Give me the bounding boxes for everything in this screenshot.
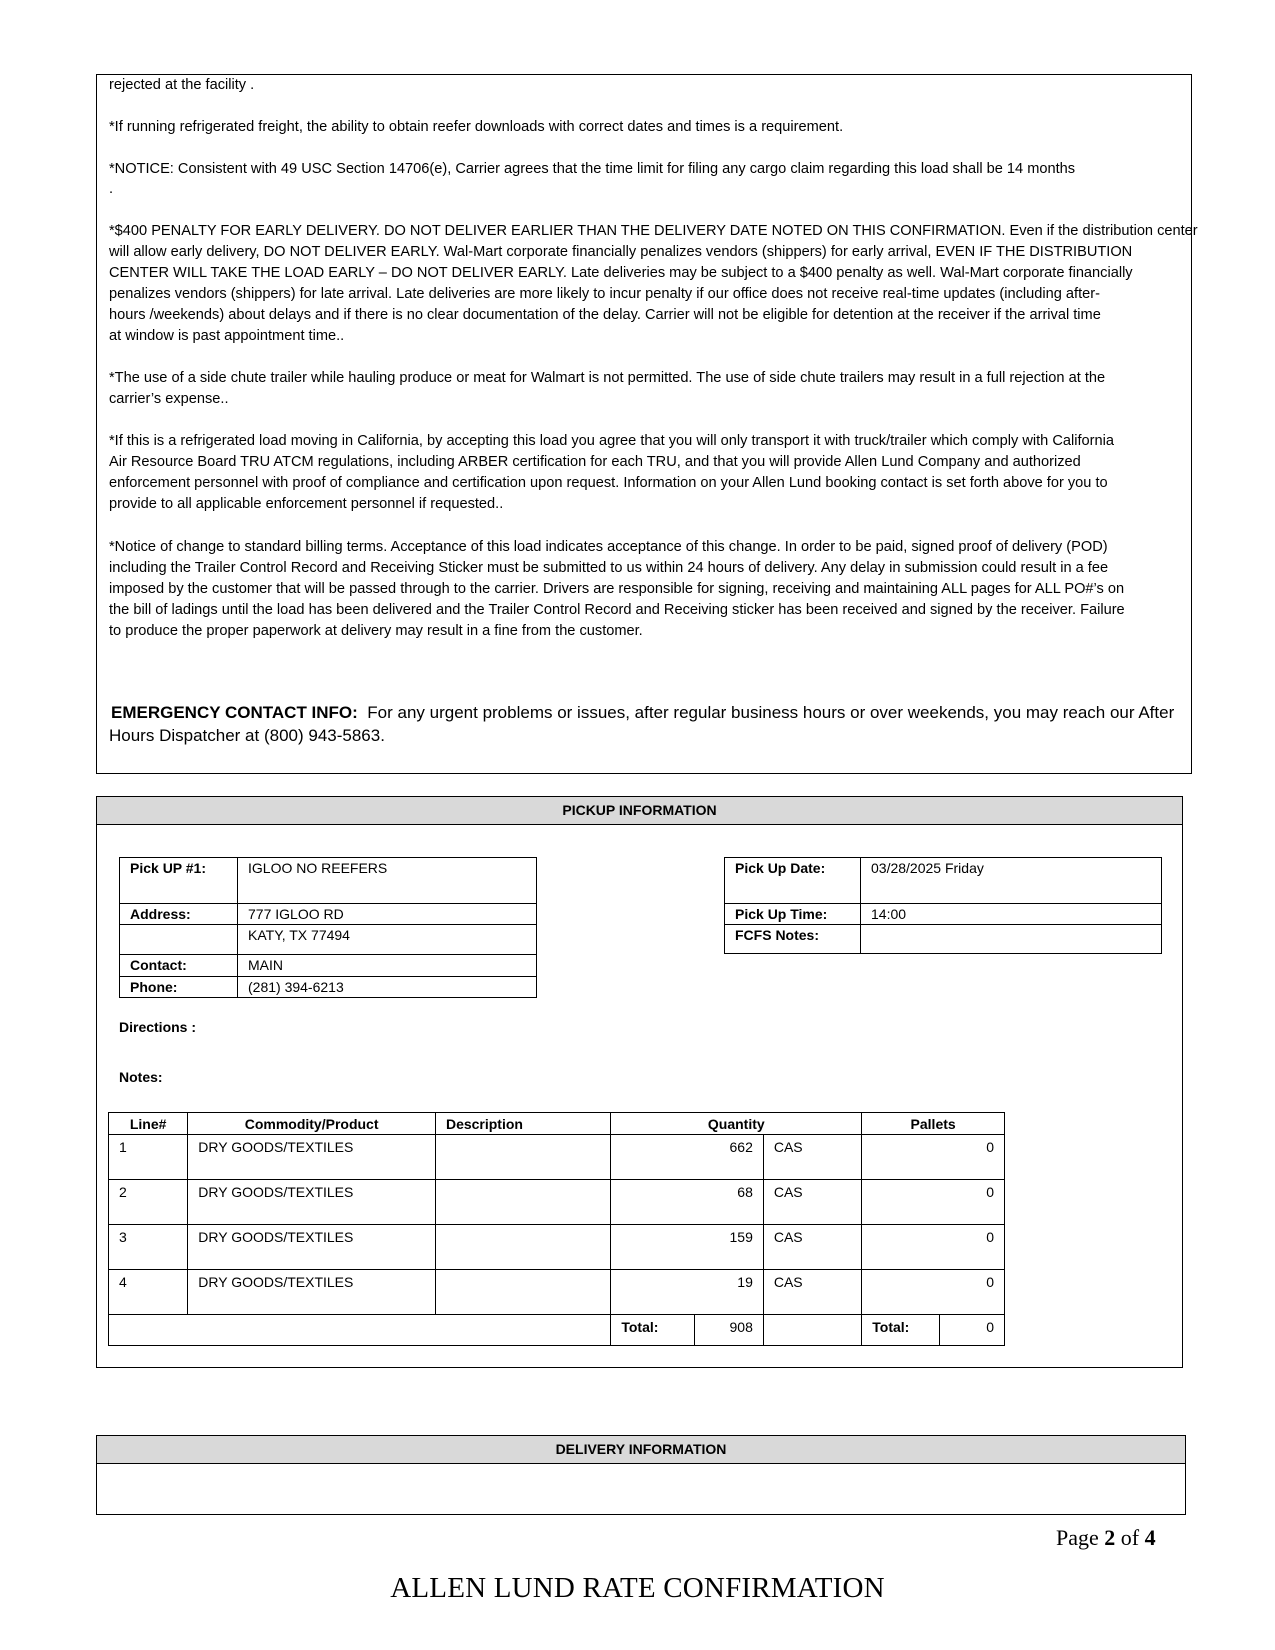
phone-value: (281) 394-6213 (238, 977, 537, 998)
line-number: 3 (109, 1225, 188, 1270)
commodity: DRY GOODS/TEXTILES (188, 1135, 436, 1180)
term-line: *$400 PENALTY FOR EARLY DELIVERY. DO NOT DELIVER EARLIER THAN THE DELIVERY DATE NOTED ON THIS CONFIRMATION. Even if the distribution center (109, 223, 1198, 239)
term-line: *If this is a refrigerated load moving in California, by accepting this load you agree that you will only transport it with truck/trailer which comply with California (109, 433, 1114, 449)
commodity: DRY GOODS/TEXTILES (188, 1270, 436, 1315)
pickup-number-label: Pick UP #1: (120, 858, 238, 904)
pickup-schedule-table (724, 857, 1162, 954)
line-number: 4 (109, 1270, 188, 1315)
notes-label: Notes: (119, 1069, 163, 1085)
unit: CAS (763, 1225, 861, 1270)
terms-box (96, 74, 1198, 774)
fcfs-notes-value (861, 925, 1162, 954)
address-line1: 777 IGLOO RD (238, 904, 537, 925)
total-quantity: 908 (694, 1315, 763, 1346)
emergency-text: For any urgent problems or issues, after regular business hours or over weekends, you may reach our After (367, 703, 1175, 722)
emergency-contact (111, 701, 1174, 724)
address-blank-cell (120, 925, 238, 955)
term-line: CENTER WILL TAKE THE LOAD EARLY – DO NOT DELIVER EARLY. Late deliveries may be subject to a $400 penalty as well. Wal-Mart corporate financially (109, 265, 1133, 281)
commodity: DRY GOODS/TEXTILES (188, 1180, 436, 1225)
term-line: *NOTICE: Consistent with 49 USC Section 14706(e), Carrier agrees that the time limit for filing any cargo claim regarding this load shall be 14 months (109, 161, 1076, 177)
term-line: Air Resource Board TRU ATCM regulations, including ARBER certification for each TRU, and that you will provide Allen Lund Company and authorized (109, 454, 1081, 470)
pallets: 0 (862, 1180, 1005, 1225)
term-line: including the Trailer Control Record and Receiving Sticker must be submitted to us within 24 hours of delivery. Any delay in submission could result in a fee (109, 560, 1109, 576)
column-pallets: Pallets (862, 1113, 1005, 1135)
description (435, 1270, 610, 1315)
column-commodity: Commodity/Product (188, 1113, 436, 1135)
description (435, 1135, 610, 1180)
address-label: Address: (120, 904, 238, 925)
page-prefix: Page (1056, 1525, 1099, 1550)
delivery-header: DELIVERY INFORMATION (97, 1436, 1185, 1464)
page-total: 4 (1144, 1525, 1156, 1550)
unit: CAS (763, 1270, 861, 1315)
pickup-number-value: IGLOO NO REEFERS (238, 858, 537, 904)
description (435, 1225, 610, 1270)
table-row (109, 1135, 1005, 1180)
term-line: imposed by the customer that will be passed through to the carrier. Drivers are responsible for signing, receiving and maintaining ALL pages for ALL PO#’s on (109, 581, 1125, 597)
quantity: 159 (611, 1225, 764, 1270)
pickup-section (96, 796, 1183, 1368)
pickup-header: PICKUP INFORMATION (97, 797, 1182, 825)
pickup-time-label: Pick Up Time: (725, 904, 861, 925)
term-line: . (109, 181, 114, 197)
pallets: 0 (862, 1270, 1005, 1315)
totals-row (109, 1315, 1005, 1346)
delivery-section (96, 1435, 1186, 1515)
term-line: *Notice of change to standard billing terms. Acceptance of this load indicates acceptance of this change. In order to be paid, signed proof of delivery (POD) (109, 539, 1108, 555)
column-description: Description (435, 1113, 610, 1135)
term-line: penalizes vendors (shippers) for late arrival. Late deliveries are more likely to incur penalty if our office does not receive real-time updates (including after- (109, 286, 1100, 302)
fcfs-notes-label: FCFS Notes: (725, 925, 861, 954)
unit: CAS (763, 1135, 861, 1180)
total-pallets-label: Total: (862, 1315, 940, 1346)
contact-value: MAIN (238, 955, 537, 977)
term-line: rejected at the facility . (109, 77, 255, 93)
contact-label: Contact: (120, 955, 238, 977)
description (435, 1180, 610, 1225)
pickup-date-label: Pick Up Date: (725, 858, 861, 904)
document-title: ALLEN LUND RATE CONFIRMATION (390, 1572, 885, 1604)
table-row (109, 1180, 1005, 1225)
term-line: enforcement personnel with proof of compliance and certification upon request. Information on your Allen Lund booking contact is set forth above for you to (109, 475, 1108, 491)
term-line: hours /weekends) about delays and if there is no clear documentation of the delay. Carrier will not be eligible for detention at the receiver if the arrival time (109, 307, 1101, 323)
table-row (109, 1225, 1005, 1270)
pickup-time-value: 14:00 (861, 904, 1162, 925)
total-quantity-label: Total: (611, 1315, 694, 1346)
line-number: 2 (109, 1180, 188, 1225)
pickup-date-value: 03/28/2025 Friday (861, 858, 1162, 904)
address-line2: KATY, TX 77494 (238, 925, 537, 955)
line-number: 1 (109, 1135, 188, 1180)
term-line: carrier’s expense.. (109, 391, 229, 407)
quantity: 19 (611, 1270, 764, 1315)
phone-label: Phone: (120, 977, 238, 998)
totals-blank-cell (109, 1315, 611, 1346)
column-quantity: Quantity (611, 1113, 862, 1135)
directions-label: Directions : (119, 1019, 197, 1035)
commodity: DRY GOODS/TEXTILES (188, 1225, 436, 1270)
table-row (109, 1270, 1005, 1315)
page-of: of (1120, 1525, 1140, 1550)
emergency-label: EMERGENCY CONTACT INFO: (111, 703, 358, 722)
quantity: 662 (611, 1135, 764, 1180)
unit: CAS (763, 1180, 861, 1225)
pallets: 0 (862, 1225, 1005, 1270)
page-number (1056, 1525, 1156, 1551)
term-line: the bill of ladings until the load has been delivered and the Trailer Control Record and Receiving sticker has been received and signed by the receiver. Failure (109, 602, 1125, 618)
term-line: *The use of a side chute trailer while hauling produce or meat for Walmart is not permitted. The use of side chute trailers may result in a full rejection at the (109, 370, 1106, 386)
page-current: 2 (1104, 1525, 1116, 1550)
commodity-table (108, 1112, 1005, 1346)
term-line: provide to all applicable enforcement personnel if requested.. (109, 496, 504, 512)
emergency-text-2: Hours Dispatcher at (800) 943-5863. (109, 726, 385, 745)
term-line: *If running refrigerated freight, the ability to obtain reefer downloads with correct dates and times is a requirement. (109, 119, 844, 135)
total-pallets: 0 (939, 1315, 1004, 1346)
term-line: at window is past appointment time.. (109, 328, 345, 344)
quantity: 68 (611, 1180, 764, 1225)
column-line: Line# (109, 1113, 188, 1135)
term-line: to produce the proper paperwork at delivery may result in a fine from the customer. (109, 623, 643, 639)
total-unit-blank (763, 1315, 861, 1346)
pickup-location-table (119, 857, 537, 998)
term-line: will allow early delivery, DO NOT DELIVER EARLY. Wal-Mart corporate financially penalizes vendors (shippers) for early arrival, EVEN IF THE DISTRIBUTION (109, 244, 1133, 260)
pallets: 0 (862, 1135, 1005, 1180)
